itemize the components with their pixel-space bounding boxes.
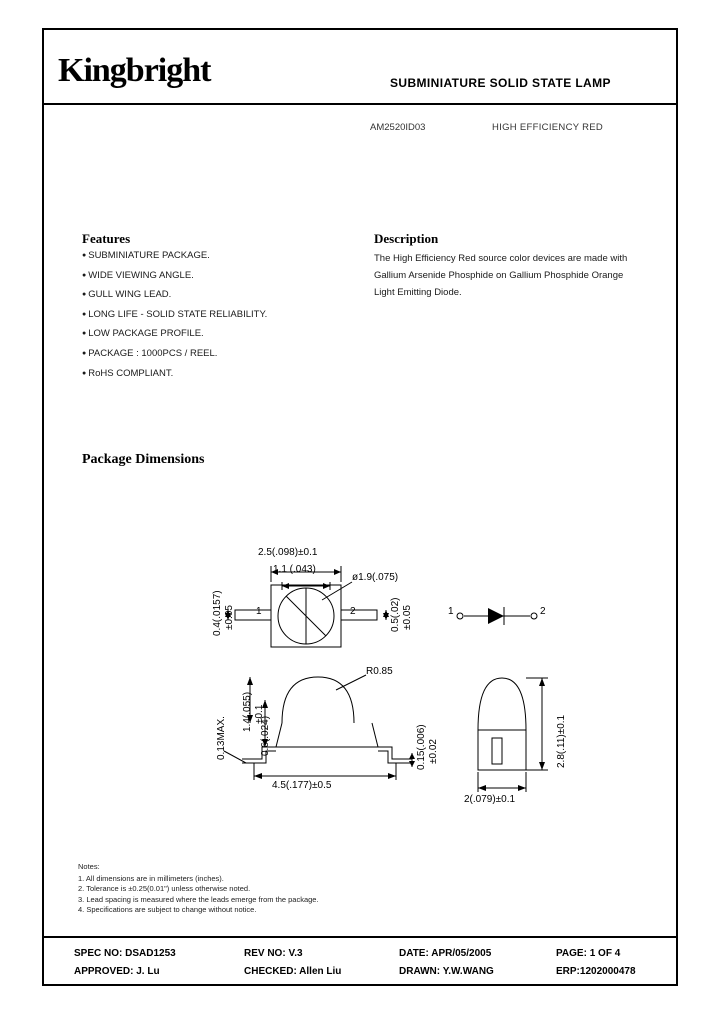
footer-approved: APPROVED: J. Lu xyxy=(74,966,160,977)
schematic-pin-2-label: 2 xyxy=(540,606,546,617)
color-name: HIGH EFFICIENCY RED xyxy=(492,122,604,133)
dim-foot: 0.15(.006) xyxy=(416,724,427,770)
part-number: AM2520ID03 xyxy=(370,122,426,133)
footer-page: PAGE: 1 OF 4 xyxy=(556,948,621,959)
dim-inner-width: 1.1 (.043) xyxy=(273,564,316,575)
list-item: ● LOW PACKAGE PROFILE. xyxy=(82,328,352,339)
note-item: 1. All dimensions are in millimeters (inches). xyxy=(78,873,224,883)
dim-left-lead-width: 0.4(.0157) xyxy=(212,590,223,636)
dim-right-lead-width: 0.5(.02) xyxy=(390,597,401,632)
footer-erp: ERP:1202000478 xyxy=(556,966,636,977)
package-dimensions-heading: Package Dimensions xyxy=(82,452,205,467)
footer-rev-no: REV NO: V.3 xyxy=(244,948,303,959)
dim-radius: R0.85 xyxy=(366,666,393,677)
note-item: 2. Tolerance is ±0.25(0.01") unless otherwise noted. xyxy=(78,884,251,893)
dim-thickness-max: 0.13MAX. xyxy=(216,716,227,760)
footer-date: DATE: APR/05/2005 xyxy=(399,948,492,959)
pin-2-label: 2 xyxy=(350,606,356,617)
document-title: SUBMINIATURE SOLID STATE LAMP xyxy=(390,76,611,90)
dim-top-width: 2.5(.098)±0.1 xyxy=(258,547,318,558)
header-divider xyxy=(44,103,676,105)
notes-block xyxy=(78,862,319,916)
notes-heading: Notes: xyxy=(78,862,100,871)
footer-checked: CHECKED: Allen Liu xyxy=(244,966,342,977)
list-item: ● PACKAGE : 1000PCS / REEL. xyxy=(82,348,352,359)
features-list xyxy=(82,250,352,387)
description-heading: Description xyxy=(374,231,439,246)
company-logo: Kingbright xyxy=(58,52,211,89)
dim-lens-diameter: ø1.9(.075) xyxy=(352,572,399,583)
pin-1-label: 1 xyxy=(256,606,262,617)
dim-side-inner: 0.6(.024) xyxy=(260,715,271,756)
dim-right-lead-tol: ±0.05 xyxy=(402,605,413,630)
dim-side-height-tol: ±0.1 xyxy=(254,704,265,724)
footer xyxy=(44,936,676,986)
dim-foot-tol: ±0.02 xyxy=(428,739,439,764)
footer-drawn: DRAWN: Y.W.WANG xyxy=(399,966,494,977)
dim-left-lead-tol: ±0.05 xyxy=(224,605,235,630)
dim-front-height: 2.8(.11)±0.1 xyxy=(556,714,567,768)
list-item: ● RoHS COMPLIANT. xyxy=(82,368,352,379)
note-item: 3. Lead spacing is measured where the leads emerge from the package. xyxy=(78,894,319,904)
list-item: ● SUBMINIATURE PACKAGE. xyxy=(82,250,352,261)
package-drawing xyxy=(60,520,660,840)
dim-front-width: 2(.079)±0.1 xyxy=(464,794,516,805)
footer-spec-no: SPEC NO: DSAD1253 xyxy=(74,948,176,959)
list-item: ● LONG LIFE - SOLID STATE RELIABILITY. xyxy=(82,309,352,320)
dim-base-width: 4.5(.177)±0.5 xyxy=(272,780,332,791)
features-heading: Features xyxy=(82,231,131,246)
description-body: The High Efficiency Red source color devices are made with Gallium Arsenide Phosphide on Gallium Phosphide Orange Light Emitting Diode. xyxy=(374,253,628,298)
note-item: 4. Specifications are subject to change without notice. xyxy=(78,905,257,914)
page-border xyxy=(42,28,678,986)
list-item: ● WIDE VIEWING ANGLE. xyxy=(82,270,352,281)
schematic-pin-1-label: 1 xyxy=(448,606,454,617)
dim-side-height: 1.4(.055) xyxy=(242,691,253,732)
list-item: ● GULL WING LEAD. xyxy=(82,289,352,300)
drawing-svg xyxy=(60,520,660,840)
